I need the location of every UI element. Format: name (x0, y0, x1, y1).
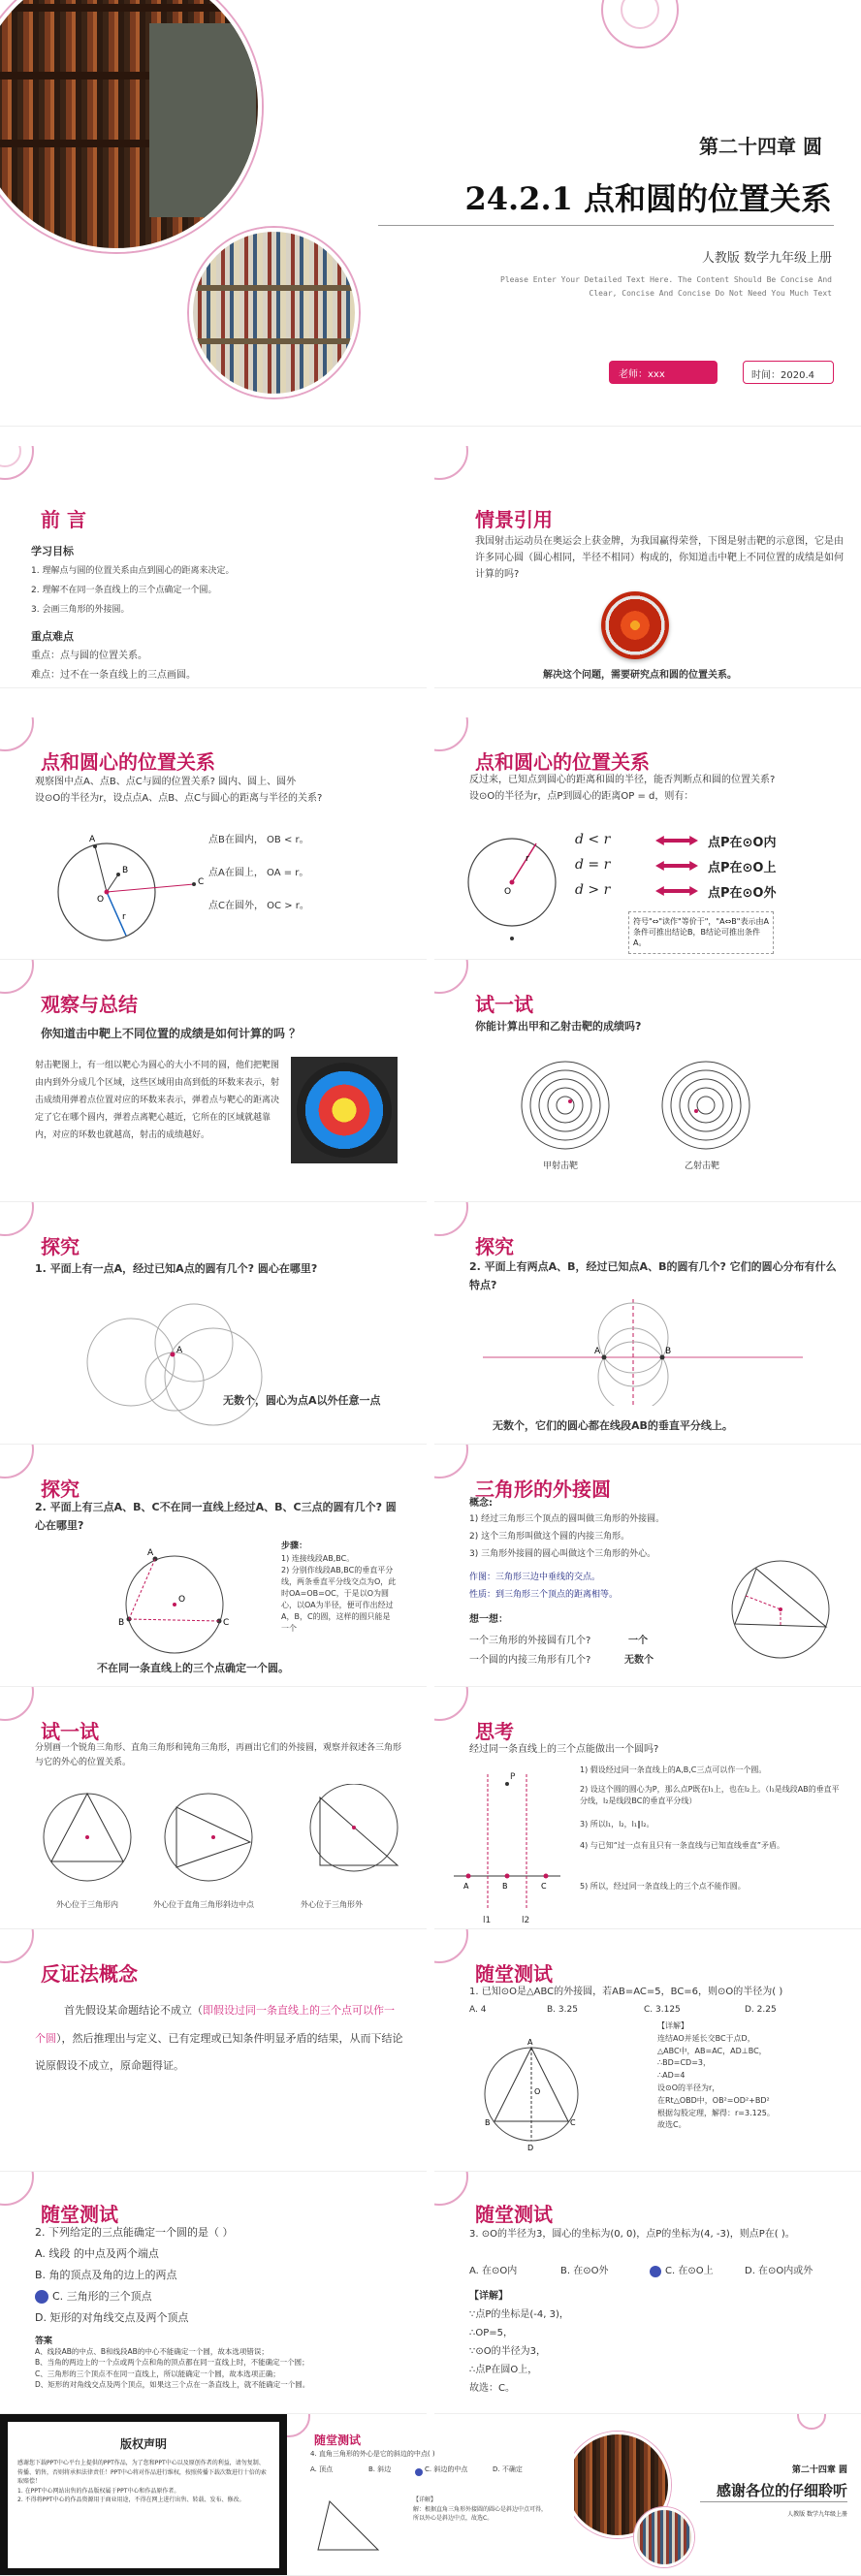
option-d[interactable]: D. 在⊙O内或外 (745, 2266, 813, 2276)
svg-text:A: A (147, 1548, 154, 1558)
svg-text:O: O (534, 2087, 541, 2096)
teacher-name: xxx (648, 369, 665, 380)
option-a[interactable]: A. 线段 的中点及两个端点 (35, 2247, 159, 2260)
svg-text:C: C (223, 1618, 230, 1628)
thanks-photo-small (634, 2507, 694, 2567)
svg-text:B: B (118, 1618, 125, 1628)
slide-title: 三角形的外接圆 (475, 1478, 611, 1501)
slide-preface (0, 446, 427, 688)
quiz-1-figure (473, 2036, 590, 2152)
distance-figure (454, 814, 570, 950)
condition-1: d < r (575, 832, 611, 847)
concept-1: 1) 经过三角形三个顶点的圆叫做三角形的外接圆。 (469, 1514, 665, 1524)
slide-title: 随堂测试 (475, 2203, 553, 2226)
slide-title: 思考 (475, 1720, 514, 1743)
definition-part-1: 首先假设某命题结论不成立（ (64, 2004, 203, 2017)
obtuse-label: 外心位于三角形外 (301, 1900, 363, 1909)
point-b (116, 873, 120, 876)
svg-text:O: O (178, 1595, 186, 1605)
goal-2: 2. 理解不在同一条直线上的三个点确定一个圆。 (31, 586, 217, 595)
question: 2. 平面上有三点A、B、C不在同一直线上经过A、B、C三点的圆有几个? 圆心在哪里? (35, 1501, 397, 1532)
option-a[interactable]: A. 在⊙O内 (469, 2266, 518, 2276)
copyright-title: 版权声明 (119, 2437, 167, 2451)
step-4: 4) 与已知“过一点有且只有一条直线与已知直线垂直”矛盾。 (580, 1841, 785, 1850)
obtuse-triangle-figure (281, 1784, 407, 1891)
thanks-chapter: 第二十四章 圆 (791, 2465, 847, 2475)
deco-circle (434, 1202, 468, 1236)
arrow-1 (655, 836, 698, 845)
slide-try (434, 960, 861, 1202)
steps-heading: 步骤： (281, 1542, 308, 1551)
selected-option-marker (35, 2290, 48, 2304)
slide-explore-3 (0, 1445, 427, 1687)
svg-text:B: B (502, 1882, 508, 1891)
svg-text:r: r (122, 912, 126, 922)
slide-quiz-3 (434, 2172, 861, 2414)
option-d[interactable]: D. 矩形的对角线交点及两个顶点 (35, 2311, 189, 2324)
cover-title: 24.2.1 点和圆的位置关系 (464, 180, 832, 217)
option-b[interactable]: B. 角的顶点及角的边上的两点 (35, 2269, 177, 2281)
question: 2. 下列给定的三点能确定一个圆的是（ ） (35, 2226, 234, 2239)
right-triangle-figure (155, 1784, 262, 1891)
steps: 1) 连接线段AB,BC。 2) 分别作线段AB,BC的垂直平分线，两条垂直平分线交点为O，此时OA=OB=OC，于是以O为圆心，以OA为半径，便可作出经过A，B，C的圆，这样的圆只能是一个 (281, 1554, 397, 1633)
slide-title: 试一试 (41, 1720, 99, 1743)
slide-title: 探究 (475, 1235, 514, 1258)
edition-label: 人教版 数学九年级上册 (701, 251, 832, 266)
svg-text:B: B (122, 866, 129, 875)
concept-2: 2) 这个三角形叫做这个圆的内接三角形。 (469, 1532, 630, 1542)
point-p (510, 937, 514, 940)
svg-text:B: B (485, 2118, 491, 2127)
svg-text:A: A (594, 1347, 601, 1356)
slide-title: 前 言 (41, 508, 86, 531)
bookshelf-photo-large (0, 0, 262, 252)
label-l2: l2 (522, 1916, 530, 1925)
concept-head: 概念: (469, 1498, 493, 1509)
answer-head: 答案 (35, 2337, 53, 2346)
intro-text: 观察图中点A、点B、点C与圆的位置关系? 圆内、圆上、圆外 设⊙O的半径为r，设点点A、点B、点C与圆心的距离与半径的关系? (35, 777, 323, 804)
thanks-edition: 人教版 数学九年级上册 (787, 2511, 847, 2518)
instruction: 分别画一个锐角三角形、直角三角形和钝角三角形，再画出它们的外接圆，观察并叙述各三角形与它的外心的位置关系。 (35, 1743, 402, 1768)
target-a-label: 甲射击靶 (543, 1161, 579, 1171)
svg-text:O: O (97, 895, 105, 905)
explanation: 射击靶图上，有一组以靶心为圆心的大小不同的圆，他们把靶图由内到外分成几个区域，这些区域用由高到低的环数来表示，射击成绩用弹着点位置对应的环数来表示，弹着点与靶心的距离决定了它在哪个圆内，弹着点离靶心越近，它所在的区域就越靠内，对应的环数也就越高，射击的成绩越好。 (35, 1061, 280, 1140)
deco-circle (0, 717, 34, 751)
deco-circle (0, 1929, 34, 1963)
relation-3: 点C在圆外， OC > r。 (208, 901, 309, 911)
deco-circle (434, 717, 468, 751)
collinear-figure (454, 1765, 560, 1929)
selected-option-marker (415, 2468, 423, 2476)
slide-point-circle-2 (434, 717, 861, 960)
title-rule (378, 225, 834, 226)
copyright-text: 感谢您下载PPT中心平台上提供的PPT作品，为了您和PPT中心以及原创作者的利益，请勿复制、传播、销售，否则将承担法律责任！PPT中心将对作品进行维权，按照传播下载次数进行十倍的索取赔偿！ 1. 在PPT中心网站出售的作品版权属于PPT中心和作品原作者。 2. 不得将PPT中心的作品资源用于商业用途，不得在网上进行出售、转载、发布、修改。 (17, 2460, 267, 2504)
equivalence-note: 符号"⇔"读作"等价于"，"A⇔B"表示由A条件可推出结论B，B结论可推出条件A。 (628, 911, 774, 954)
solution: ∵点P的坐标是(-4, 3)， ∴OP=5， ∵⊙O的半径为3， ∴点P在圆O上， 故选：C。 (469, 2309, 569, 2394)
deco-circle (0, 1687, 34, 1721)
slide-point-circle-1 (0, 717, 427, 960)
definition-highlight: 即假设过同一条直线上的三个点可以作一个圆 (35, 2004, 395, 2045)
svg-text:C: C (198, 877, 205, 887)
outcome-1: 点P在⊙O内 (708, 836, 777, 850)
option-a[interactable]: A. 4 (469, 2005, 487, 2015)
think-q1: 一个三角形的外接圆有几个? (469, 1636, 591, 1646)
label-l1: l1 (483, 1916, 492, 1925)
deco-circle (0, 1445, 34, 1479)
question: 3. ⊙O的半径为3，圆心的坐标为(0, 0)，点P的坐标为(4, -3)，则点P在( )。 (469, 2229, 795, 2240)
option-b[interactable]: B. 斜边 (368, 2465, 392, 2473)
option-a[interactable]: A. 顶点 (310, 2465, 334, 2473)
slide-scenario (434, 446, 861, 688)
solution: 【详解】 解：根据直角三角形外接圆的圆心是斜边中点可得， 所以外心是斜边中点，故选C。 (413, 2496, 548, 2523)
point-b (660, 1355, 665, 1360)
colored-target (291, 1057, 398, 1163)
deco-circle (0, 2172, 34, 2206)
condition-3: d > r (575, 882, 611, 898)
question: 1. 平面上有一点A，经过已知A点的圆有几个? 圆心在哪里? (35, 1262, 318, 1275)
point-c (192, 882, 196, 886)
step-5: 5) 所以，经过同一条直线上的三个点不能作圆。 (580, 1882, 746, 1891)
concept-3: 3) 三角形外接圆的圆心叫做这个三角形的外心。 (469, 1549, 656, 1559)
solution: 【详解】 连结AO并延长交BC于点D， △ABC中，AB=AC，AD⊥BC， ∴BD=CD=3， ∴AD=4 设⊙O的半径为r， 在Rt△OBD中，OB²=OD²+BD² 根据勾股定理，解得：r=3.125。 故选C。 (657, 2021, 775, 2130)
slide-title: 随堂测试 (41, 2203, 118, 2226)
segment-oc (107, 884, 194, 892)
svg-text:B: B (665, 1347, 672, 1356)
center-o (173, 1603, 176, 1606)
think-q2: 一个圆的内接三角形有几个? (469, 1655, 591, 1666)
svg-text:D: D (527, 2144, 534, 2152)
step-3: 3) 所以l₁，l₂，l₁∥l₂。 (580, 1820, 654, 1829)
target-image (601, 591, 669, 659)
slide-title: 反证法概念 (41, 1962, 138, 1986)
answer: 不在同一条直线上的三个点确定一个圆。 (97, 1662, 289, 1674)
construction: 作图：三角形三边中垂线的交点。 (469, 1573, 601, 1582)
scenario-bottom: 解决这个问题，需要研究点和圆的位置关系。 (543, 670, 737, 681)
option-c[interactable]: C. 斜边的中点 (425, 2465, 468, 2473)
definition-part-3: ），然后推理出与定义、已有定理或已知条件明显矛盾的结果，从而下结论说原假设不成立，原命题得证。 (35, 2031, 403, 2073)
think-a2: 无数个 (624, 1655, 654, 1666)
key-point: 重点：点与圆的位置关系。 (31, 651, 147, 661)
circles-through-ab (483, 1299, 803, 1406)
slide-quiz-1 (434, 1929, 861, 2172)
segment-oa (95, 846, 107, 892)
svg-text:A: A (176, 1346, 183, 1355)
enter-text: Please Enter Your Detailed Text Here. The Content Should Be Concise And Clear, Concise And Concise Do Not Need You Much Text (500, 275, 832, 299)
acute-label: 外心位于三角形内 (56, 1900, 118, 1909)
deco-circle (434, 960, 468, 994)
step-1: 1) 假设经过同一条直线上的A,B,C三点可以作一个圆。 (580, 1765, 767, 1774)
deco-circle (434, 1687, 468, 1721)
question: 你知道击中靶上不同位置的成绩是如何计算的吗 ？ (41, 1027, 302, 1040)
chapter-label: 第二十四章 圆 (699, 135, 822, 158)
option-c[interactable]: C. 三角形的三个顶点 (52, 2290, 152, 2303)
copyright-box (8, 2422, 279, 2568)
target-b-label: 乙射击靶 (685, 1161, 720, 1171)
slide-title: 点和圆心的位置关系 (475, 750, 650, 774)
bookshelf-photo-small (189, 228, 359, 398)
teacher-badge (609, 361, 718, 384)
teacher-label: 老师： (619, 369, 648, 380)
slide-contradiction (0, 1929, 427, 2172)
slide-circumcircle (434, 1445, 861, 1687)
time-label: 时间： (751, 370, 781, 381)
svg-text:A: A (89, 835, 96, 844)
arrow-2 (655, 861, 698, 871)
deco-circle (0, 960, 34, 994)
outcome-3: 点P在⊙O外 (708, 886, 777, 901)
slide-title: 情景引用 (475, 508, 553, 531)
target-b (657, 1057, 754, 1154)
option-d[interactable]: D. 2.25 (745, 2005, 777, 2015)
label-p: P (510, 1772, 516, 1782)
option-b[interactable]: B. 在⊙O外 (560, 2266, 609, 2276)
slide-quiz-2 (0, 2172, 427, 2414)
solution-head: 【详解】 (469, 2291, 508, 2302)
question: 经过同一条直线上的三个点能做出一个圆吗? (469, 1744, 659, 1755)
slide-quiz-4 (287, 2414, 574, 2576)
definition (35, 1997, 403, 2081)
slide-title: 随堂测试 (475, 1962, 553, 1986)
answer: 无数个，它们的圆心都在线段AB的垂直平分线上。 (493, 1419, 733, 1432)
deco-circle (0, 1202, 34, 1236)
deco-circle (434, 1929, 468, 1963)
slide-title: 观察与总结 (41, 993, 138, 1016)
option-b[interactable]: B. 3.25 (547, 2005, 578, 2015)
condition-2: d = r (575, 857, 611, 873)
thanks-title: 感谢各位的仔细聆听 (716, 2482, 847, 2499)
think-head: 想一想： (469, 1614, 508, 1625)
slide-title: 试一试 (475, 993, 533, 1016)
scenario-text: 我国射击运动员在奥运会上获金牌，为我国赢得荣誉，下图是射击靶的示意图，它是由许多同心圆（圆心相同，半径不相同）构成的，你知道击中靶上不同位置的成绩是如何计算的吗? (475, 536, 844, 580)
slide-explore-1 (0, 1202, 427, 1445)
arrow-3 (655, 886, 698, 896)
quiz-4-figure (310, 2492, 388, 2560)
point-a (93, 844, 97, 848)
relation-1: 点B在圆内， OB < r。 (208, 835, 309, 845)
deco-circle (434, 446, 468, 480)
goal-heading: 学习目标 (31, 545, 74, 557)
outcome-2: 点P在⊙O上 (708, 861, 777, 875)
slide-title: 探究 (41, 1235, 80, 1258)
slide-try-triangles (0, 1687, 427, 1929)
svg-text:O: O (504, 887, 512, 897)
deco-circle (797, 2414, 826, 2430)
slide-observe (0, 960, 427, 1202)
selected-option-marker (650, 2266, 661, 2277)
circumcircle-figure (718, 1551, 844, 1668)
svg-text:C: C (541, 1882, 547, 1891)
center-o (510, 880, 515, 885)
relation-2: 点A在圆上， OA = r。 (208, 868, 309, 878)
slide-copyright (0, 2414, 287, 2576)
time-badge (743, 361, 834, 384)
property: 性质：到三角形三个顶点的距离相等。 (469, 1590, 619, 1600)
option-d[interactable]: D. 不确定 (493, 2465, 523, 2473)
slide-think (434, 1687, 861, 1929)
slide-title: 随堂测试 (314, 2433, 362, 2447)
time-value: 2020.4 (781, 370, 814, 381)
deco-circle (434, 1445, 468, 1479)
key-heading: 重点难点 (31, 630, 74, 643)
slide-title: 探究 (41, 1478, 80, 1501)
hard-point: 难点：过不在一条直线上的三点画圆。 (31, 670, 196, 681)
question: 2. 平面上有两点A、B，经过已知点A、B的圆有几个? 它们的圆心分布有什么特点? (469, 1260, 837, 1291)
step-2: 2) 设这个圆的圆心为P，那么点P既在l₁上，也在l₂上。（l₁是线段AB的垂直平分线，l₂是线段BC的垂直平分线） (580, 1785, 840, 1805)
svg-text:r: r (526, 854, 529, 864)
option-c[interactable]: C. 3.125 (644, 2005, 681, 2015)
option-c[interactable]: C. 在⊙O上 (665, 2266, 714, 2276)
center-o (105, 890, 110, 895)
think-a1: 一个 (628, 1636, 648, 1646)
segment-ob (107, 875, 118, 892)
question: 4. 直角三角形的外心是它的斜边的中点( ) (310, 2450, 435, 2458)
slide-explore-2 (434, 1202, 861, 1445)
acute-triangle-figure (34, 1784, 141, 1891)
svg-text:A: A (527, 2038, 533, 2047)
goal-3: 3. 会画三角形的外接圆。 (31, 605, 130, 615)
slide-title: 点和圆心的位置关系 (41, 750, 215, 774)
right-label: 外心位于直角三角形斜边中点 (153, 1900, 254, 1909)
thanks-rule (700, 2501, 847, 2502)
point-circle-figure (29, 814, 223, 960)
svg-text:A: A (463, 1882, 469, 1891)
target-a (517, 1057, 614, 1154)
answer: A、线段AB的中点、B和线段AB的中心不能确定一个圆，故本选项错误； B、当角的两边上的一个点或两个点和角的顶点都在同一直线上时，不能确定一个圆； C、三角形的三个顶点不在同一直线上，所以能确定一个圆，故本选项正确； D、矩形的对角线交点及两个顶点，如果这三个点在一条直线上，就不能确定一个圆。 (35, 2347, 310, 2389)
question: 1. 已知⊙O是△ABC的外接圆，若AB=AC=5，BC=6，则⊙O的半径为( ) (469, 1987, 783, 1997)
svg-text:C: C (570, 2118, 576, 2127)
goal-1: 1. 理解点与圆的位置关系由点到圆心的距离来决定。 (31, 566, 235, 576)
deco-circle (287, 2414, 310, 2437)
intro-text: 反过来，已知点到圆心的距离和圆的半径，能否判断点和圆的位置关系? 设⊙O的半径为r，点P到圆心的距离OP = d，则有： (469, 775, 776, 802)
question: 你能计算出甲和乙射击靶的成绩吗? (475, 1020, 642, 1033)
slide-thanks (574, 2414, 861, 2576)
point-a (171, 1352, 175, 1357)
answer: 无数个，圆心为点A以外任意一点 (223, 1394, 381, 1407)
point-a (602, 1355, 607, 1360)
deco-circle (434, 2172, 468, 2206)
circle-through-abc (97, 1542, 252, 1668)
cover-slide (0, 0, 861, 427)
radius-r (512, 843, 536, 882)
